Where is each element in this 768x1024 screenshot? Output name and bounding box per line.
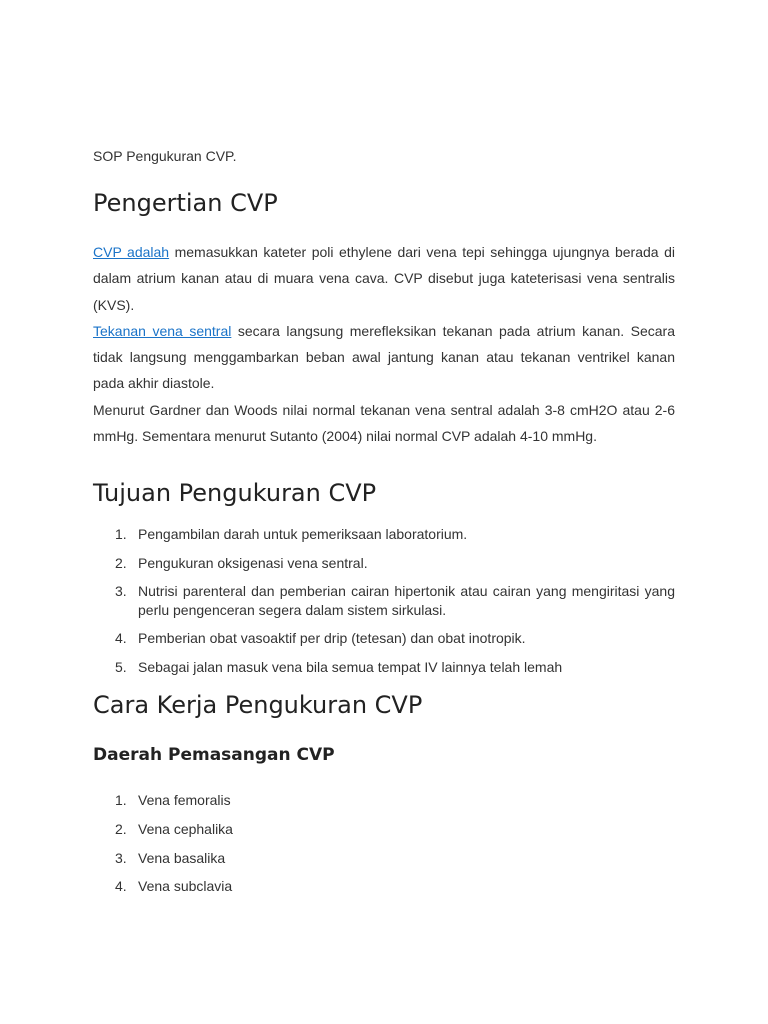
paragraph-tekanan-text: secara langsung merefleksikan tekanan pada atrium kanan. Secara tidak langsung menggambarkan beban awal jantung kanan atau tekanan ventrikel kanan pada akhir diastole. xyxy=(93,322,675,392)
list-item-text: Pemberian obat vasoaktif per drip (tetesan) dan obat inotropik. xyxy=(138,630,526,647)
heading-cara-kerja: Cara Kerja Pengukuran CVP xyxy=(93,691,423,720)
list-daerah-pemasangan xyxy=(93,791,675,896)
list-item-text: Vena cephalika xyxy=(138,821,233,838)
list-item-number: 4. xyxy=(115,878,127,895)
heading-tujuan: Tujuan Pengukuran CVP xyxy=(93,479,377,508)
document-page xyxy=(93,146,675,906)
list-item xyxy=(93,582,675,619)
list-tujuan xyxy=(93,525,675,676)
paragraph-tekanan xyxy=(93,318,675,397)
list-item-number: 2. xyxy=(115,821,127,838)
link-tekanan-vena-sentral[interactable]: Tekanan vena sentral xyxy=(93,322,232,339)
list-item-text: Vena basalika xyxy=(138,849,226,866)
list-item xyxy=(93,525,675,544)
list-item-number: 4. xyxy=(115,630,127,647)
list-item-text: Vena subclavia xyxy=(138,878,233,895)
list-item xyxy=(93,791,675,810)
list-item-text: Vena femoralis xyxy=(138,792,231,809)
subheading-daerah-pemasangan: Daerah Pemasangan CVP xyxy=(93,745,335,766)
link-cvp-adalah[interactable]: CVP adalah xyxy=(93,244,170,260)
paragraph-cvp-definition xyxy=(93,239,675,318)
list-item-number: 3. xyxy=(115,849,127,866)
list-item-number: 2. xyxy=(115,554,127,571)
list-item xyxy=(93,820,675,839)
list-item-text: Nutrisi parenteral dan pemberian cairan hipertonik atau cairan yang mengiritasi yang perlu pengenceran segera dalam sistem sirkulasi. xyxy=(138,583,675,618)
list-item xyxy=(93,554,675,573)
heading-pengertian: Pengertian CVP xyxy=(93,189,278,217)
list-item xyxy=(93,658,675,677)
list-item-number: 1. xyxy=(115,526,127,543)
paragraph-nilai-normal: Menurut Gardner dan Woods nilai normal tekanan vena sentral adalah 3-8 cmH2O atau 2-6 mmHg. Sementara menurut Sutanto (2004) nilai normal CVP adalah 4-10 mmHg. xyxy=(93,401,675,445)
list-item-number: 3. xyxy=(115,583,127,600)
list-item-number: 1. xyxy=(115,792,127,809)
list-item xyxy=(93,849,675,868)
list-item-text: Pengukuran oksigenasi vena sentral. xyxy=(138,554,368,571)
list-item-number: 5. xyxy=(115,658,127,675)
list-item-text: Sebagai jalan masuk vena bila semua tempat IV lainnya telah lemah xyxy=(138,658,563,675)
list-item-text: Pengambilan darah untuk pemeriksaan laboratorium. xyxy=(138,526,468,543)
list-item xyxy=(93,877,675,896)
paragraph-cvp-definition-text: memasukkan kateter poli ethylene dari vena tepi sehingga ujungnya berada di dalam atrium kanan atau di muara vena cava. CVP disebut juga kateterisasi vena sentralis (KVS). xyxy=(93,244,675,313)
intro-text: SOP Pengukuran CVP. xyxy=(93,148,237,164)
list-item xyxy=(93,629,675,648)
